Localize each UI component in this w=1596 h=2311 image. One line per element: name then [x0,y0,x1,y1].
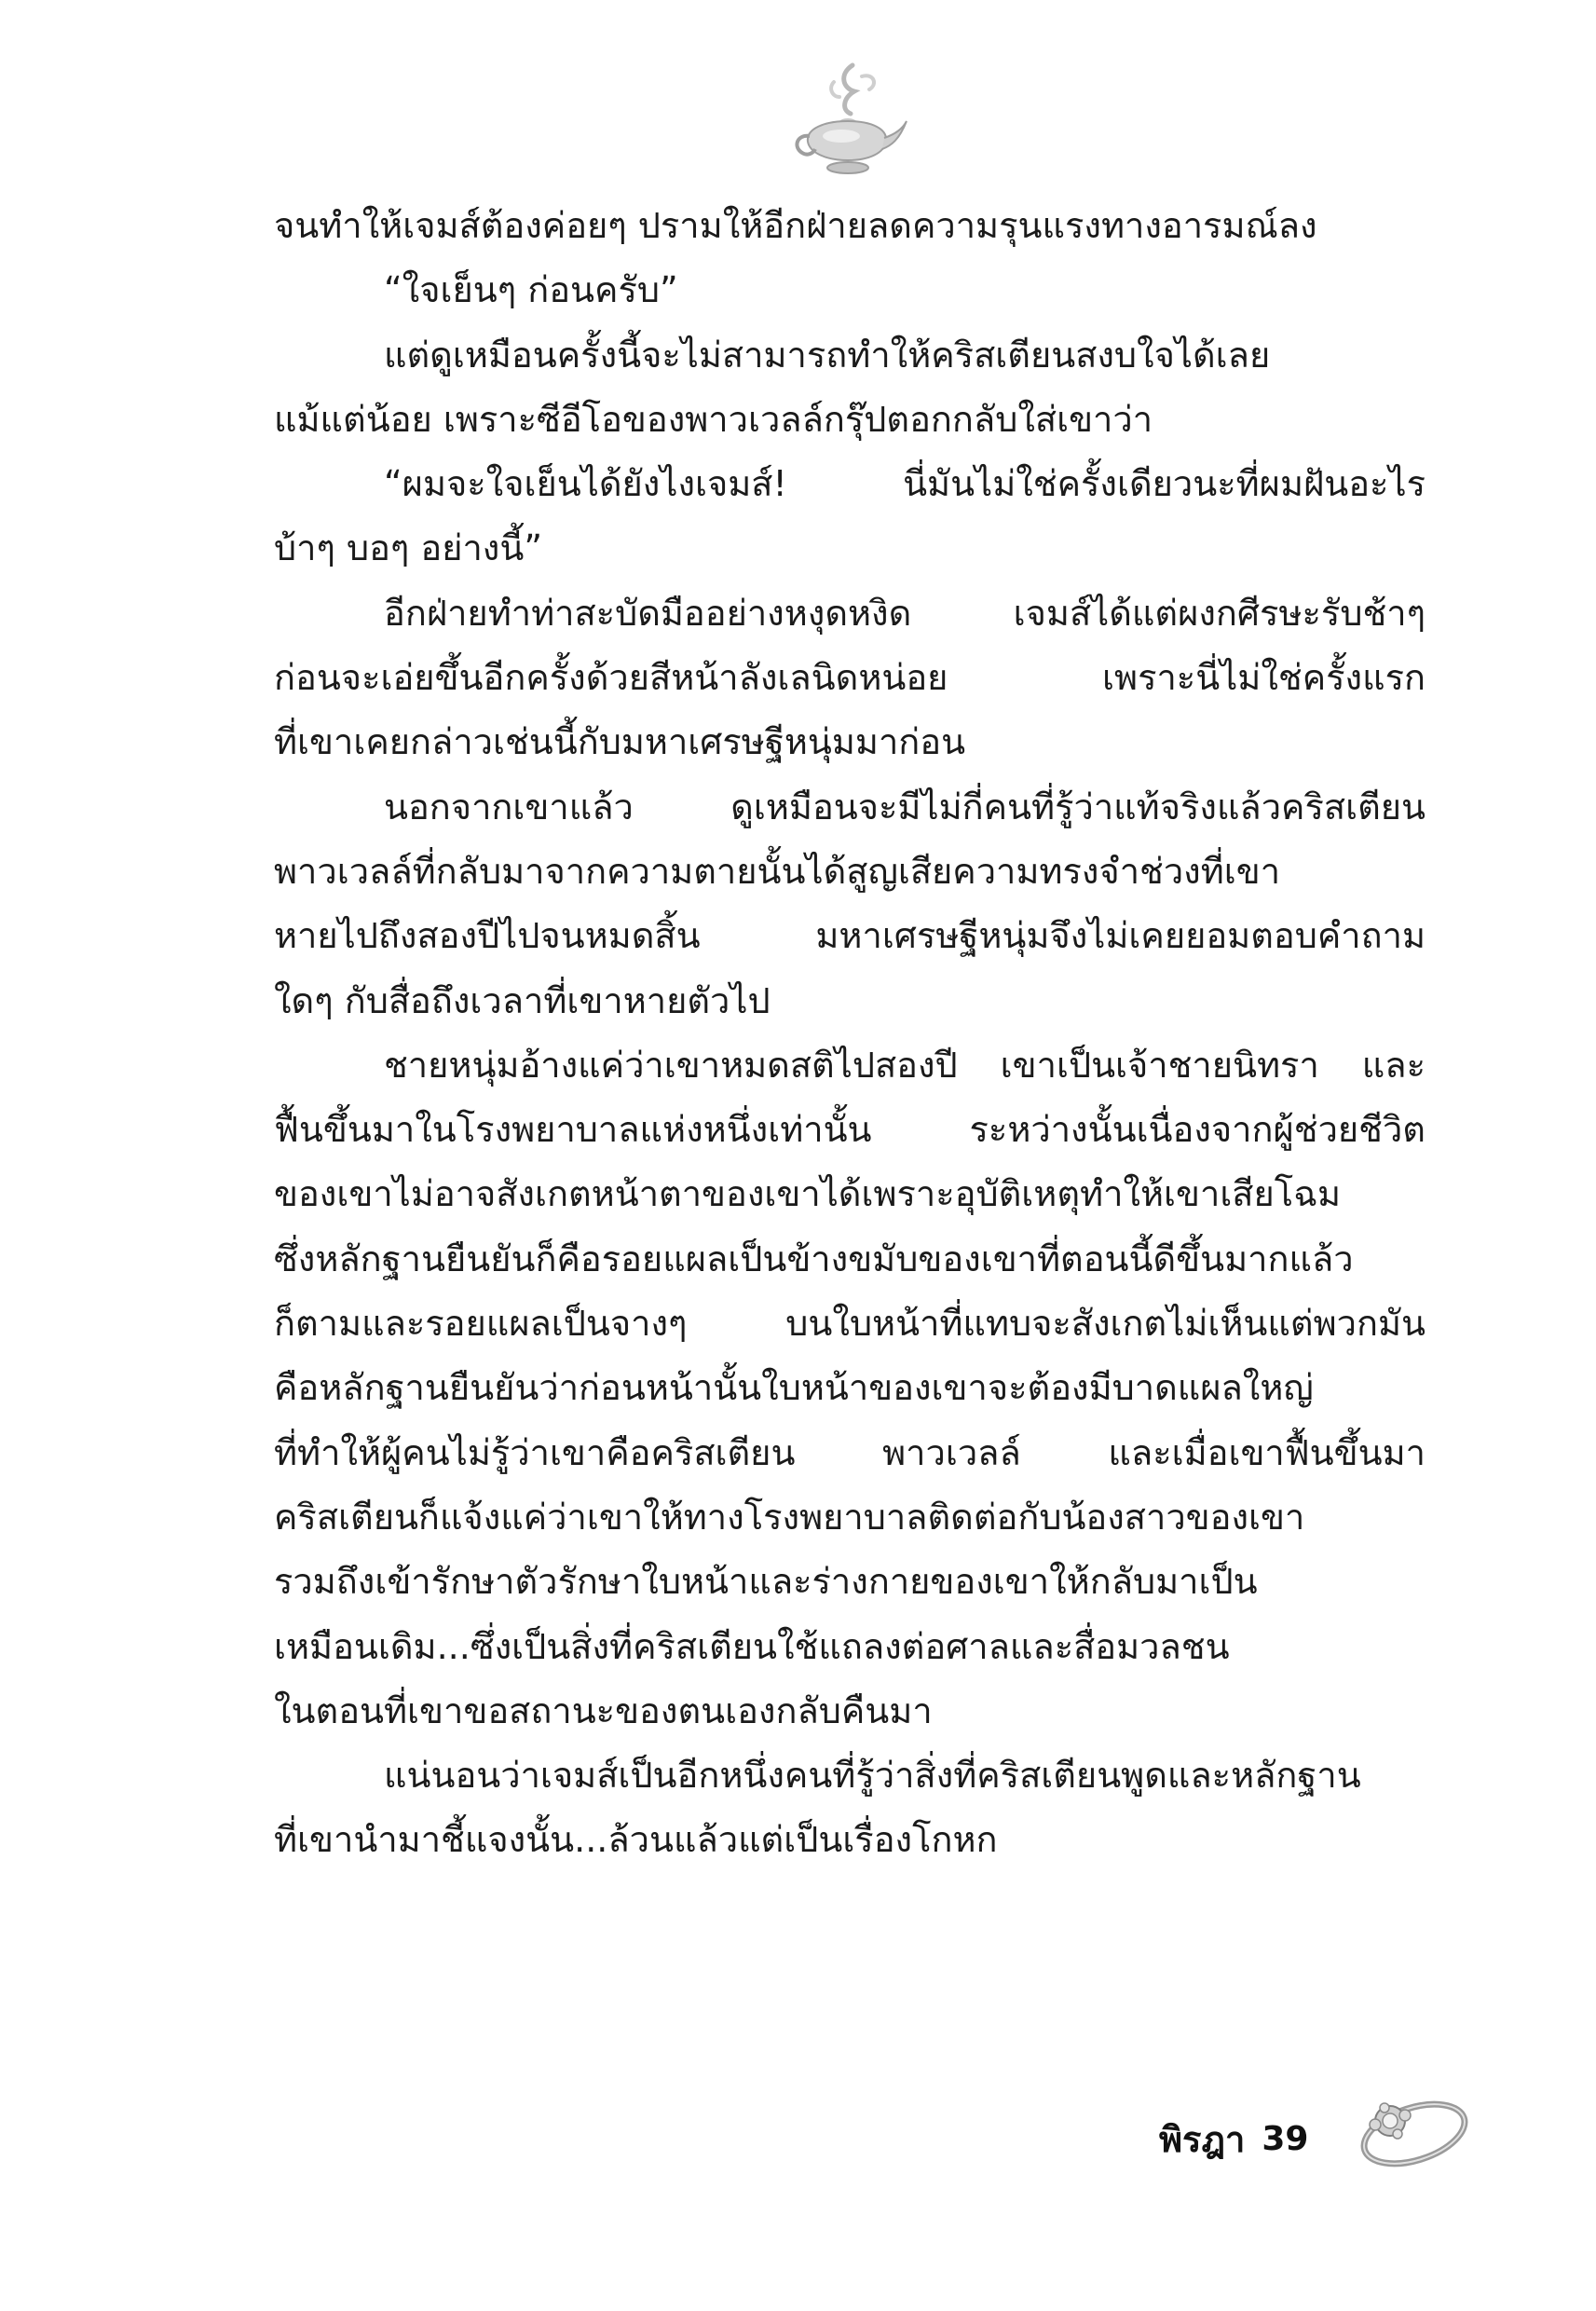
text-line: อีกฝ่ายทำท่าสะบัดมืออย่างหงุดหงิด เจมส์ได้แต่ผงกศีรษะรับช้าๆ [384,592,1425,634]
text-line: แม้แต่น้อย เพราะซีอีโอของพาวเวลล์กรุ๊ปตอกกลับใส่เขาว่า [274,398,1153,440]
text-line: รวมถึงเข้ารักษาตัวรักษาใบหน้าและร่างกายของเขาให้กลับมาเป็น [274,1561,1258,1603]
text-line: หายไปถึงสองปีไปจนหมดสิ้น มหาเศรษฐีหนุ่มจึงไม่เคยยอมตอบคำถาม [274,915,1425,957]
text-line: เหมือนเดิม...ซึ่งเป็นสิ่งที่คริสเตียนใช้แถลงต่อศาลและสื่อมวลชน [274,1625,1230,1667]
text-line: ฟื้นขึ้นมาในโรงพยาบาลแห่งหนึ่งเท่านั้น ระหว่างนั้นเนื่องจากผู้ช่วยชีวิต [274,1109,1425,1151]
text-line: ที่ทำให้ผู้คนไม่รู้ว่าเขาคือคริสเตียน พาวเวลล์ และเมื่อเขาฟื้นขึ้นมา [274,1431,1425,1473]
text-line: ซึ่งหลักฐานยืนยันก็คือรอยแผลเป็นข้างขมับของเขาที่ตอนนี้ดีขึ้นมากแล้ว [274,1238,1354,1279]
text-line: แต่ดูเหมือนครั้งนี้จะไม่สามารถทำให้คริสเตียนสงบใจได้เลย [384,334,1271,376]
text-line: ก่อนจะเอ่ยขึ้นอีกครั้งด้วยสีหน้าลังเลนิดหน่อย เพราะนี่ไม่ใช่ครั้งแรก [274,657,1425,699]
text-line: ที่เขาเคยกล่าวเช่นนี้กับมหาเศรษฐีหนุ่มมาก่อน [274,721,966,763]
text-line: พาวเวลล์ที่กลับมาจากความตายนั้นได้สูญเสียความทรงจำช่วงที่เขา [274,850,1281,892]
text-line: จนทำให้เจมส์ต้องค่อยๆ ปรามให้อีกฝ่ายลดความรุนแรงทางอารมณ์ลง [274,205,1317,246]
text-line: บ้าๆ บอๆ อย่างนี้” [274,527,543,569]
page-footer [1159,2101,1308,2176]
text-line: ที่เขานำมาชี้แจงนั้น...ล้วนแล้วแต่เป็นเรื่องโกหก [274,1819,998,1861]
text-line: ของเขาไม่อาจสังเกตหน้าตาของเขาได้เพราะอุบัติเหตุทำให้เขาเสียโฉม [274,1173,1342,1215]
text-line: คือหลักฐานยืนยันว่าก่อนหน้านั้นใบหน้าของเขาจะต้องมีบาดแผลใหญ่ [274,1367,1314,1409]
text-line: ใดๆ กับสื่อถึงเวลาที่เขาหายตัวไป [274,979,771,1021]
diamond-ring-icon [1342,2067,1481,2179]
text-line: แน่นอนว่าเจมส์เป็นอีกหนึ่งคนที่รู้ว่าสิ่งที่คริสเตียนพูดและหลักฐาน [384,1755,1361,1797]
text-line: ชายหนุ่มอ้างแค่ว่าเขาหมดสติไปสองปี เขาเป็นเจ้าชายนิทรา และ [384,1044,1425,1086]
text-line: “ผมจะใจเย็นได้ยังไงเจมส์! นี่มันไม่ใช่ครั้งเดียวนะที่ผมฝันอะไร [384,463,1425,505]
text-line: คริสเตียนก็แจ้งแค่ว่าเขาให้ทางโรงพยาบาลติดต่อกับน้องสาวของเขา [274,1496,1305,1538]
text-line: นอกจากเขาแล้ว ดูเหมือนจะมีไม่กี่คนที่รู้ว่าแท้จริงแล้วคริสเตียน [384,786,1425,827]
body-text [274,194,1425,1873]
text-line: “ใจเย็นๆ ก่อนครับ” [384,269,678,311]
magic-lamp-icon [787,56,908,196]
book-title: พิรฎา [1159,2118,1246,2160]
text-line: ในตอนที่เขาขอสถานะของตนเองกลับคืนมา [274,1689,933,1731]
text-line: ก็ตามและรอยแผลเป็นจางๆ บนใบหน้าที่แทบจะสังเกตไม่เห็นแต่พวกมัน [274,1303,1425,1345]
page-number: 39 [1262,2119,1309,2158]
